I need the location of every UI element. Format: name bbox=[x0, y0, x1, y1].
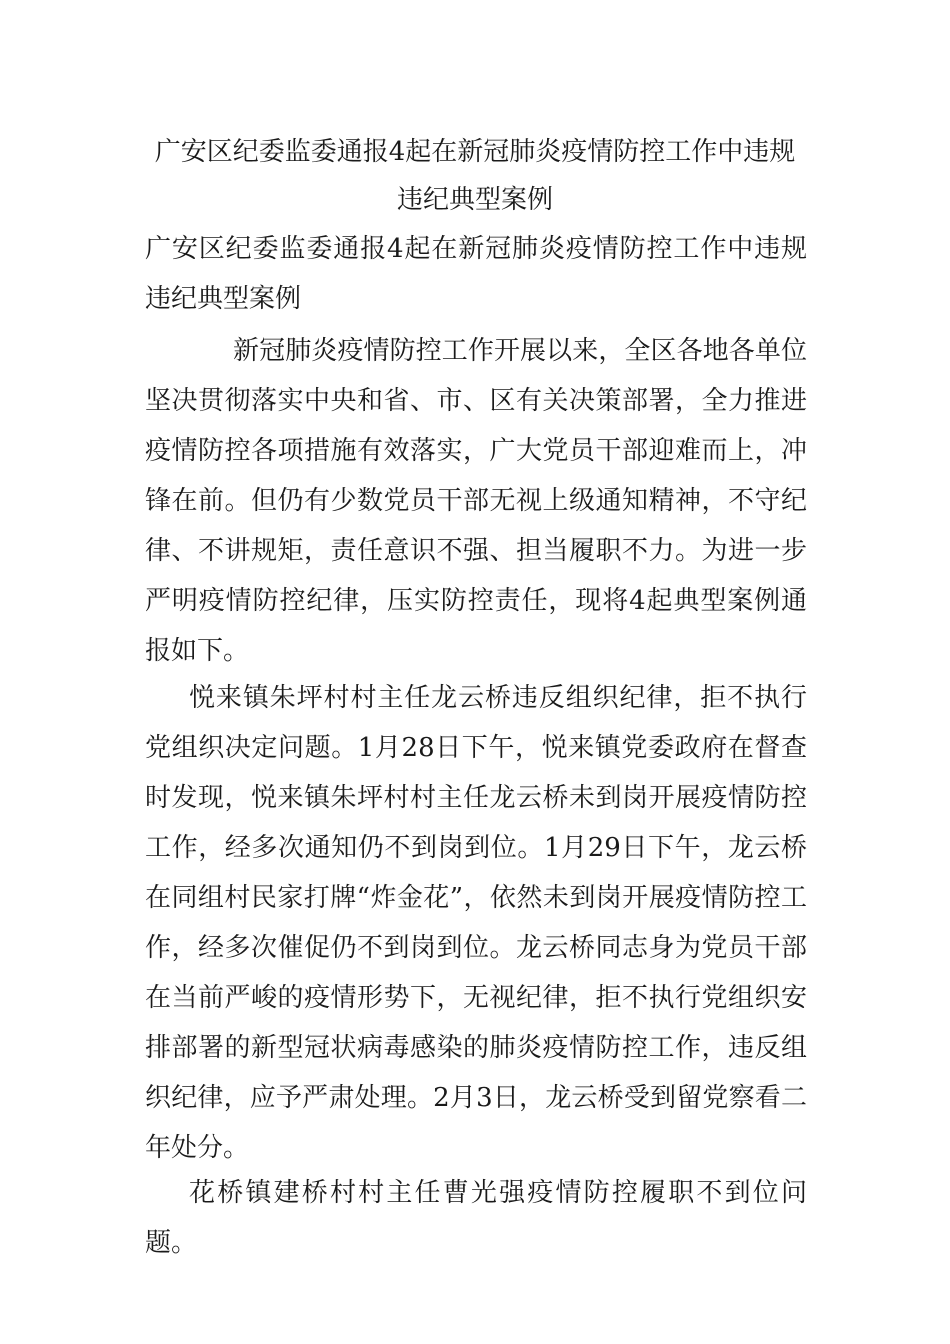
paragraph-case-1: 悦来镇朱坪村村主任龙云桥违反组织纪律，拒不执行党组织决定问题。1月28日下午，悦来镇党委政府在督查时发现，悦来镇朱坪村村主任龙云桥未到岗开展疫情防控工作，经多次通知仍不到岗到位。1月29日下午，龙云桥在同组村民家打牌“炸金花”，依然未到岗开展疫情防控工作，经多次催促仍不到岗到位。龙云桥同志身为党员干部在当前严峻的疫情形势下，无视纪律，拒不执行党组织安排部署的新型冠状病毒感染的肺炎疫情防控工作，违反组织纪律，应予严肃处理。2月3日，龙云桥受到留党察看二年处分。 bbox=[145, 683, 807, 1163]
paragraph-case-2: 花桥镇建桥村村主任曹光强疫情防控履职不到位问题。 bbox=[145, 1178, 807, 1258]
document-title-line-2: 违纪典型案例 bbox=[396, 185, 553, 215]
paragraph-intro: 新冠肺炎疫情防控工作开展以来，全区各地各单位坚决贯彻落实中央和省、市、区有关决策部署，全力推进疫情防控各项措施有效落实，广大党员干部迎难而上，冲锋在前。但仍有少数党员干部无视上级通知精神，不守纪律、不讲规矩，责任意识不强、担当履职不力。为进一步严明疫情防控纪律，压实防控责任，现将4起典型案例通报如下。 bbox=[145, 336, 807, 666]
document-title-line-1: 广安区纪委监委通报4起在新冠肺炎疫情防控工作中违规 bbox=[154, 137, 796, 167]
document-subtitle: 广安区纪委监委通报4起在新冠肺炎疫情防控工作中违规违纪典型案例 bbox=[145, 234, 807, 314]
